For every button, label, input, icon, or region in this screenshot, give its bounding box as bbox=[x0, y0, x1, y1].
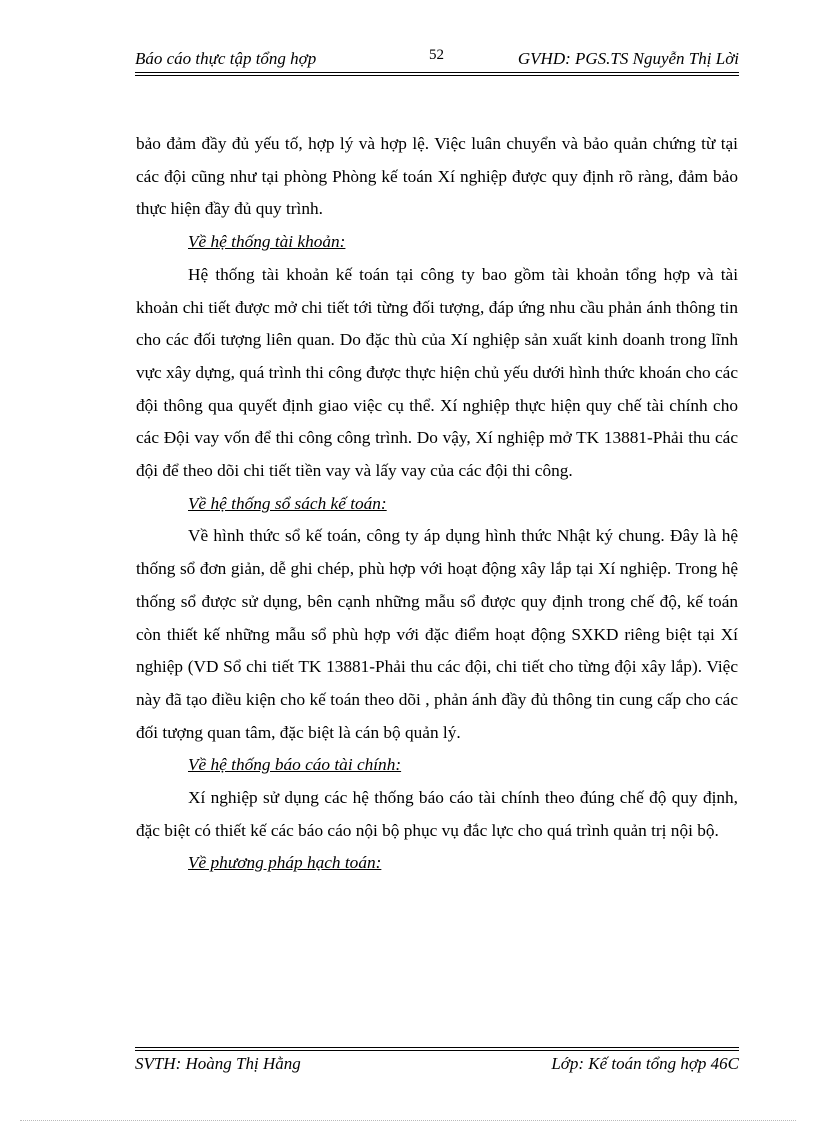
footer-rule bbox=[135, 1047, 739, 1051]
page-edge-divider bbox=[20, 1120, 796, 1121]
section-heading-books bbox=[136, 488, 738, 521]
footer-class: Lớp: Kế toán tổng hợp 46C bbox=[551, 1054, 739, 1073]
footer-student: SVTH: Hoàng Thị Hằng bbox=[135, 1054, 301, 1073]
paragraph-3: Về hình thức sổ kế toán, công ty áp dụng hình thức Nhật ký chung. Đây là hệ thống sổ đơn giản, dễ ghi chép, phù hợp với hoạt động xây lắp tại Xí nghiệp. Trong hệ thống sổ được sử dụng, bên cạnh những mẫu sổ được quy định trong chế độ, kế toán còn thiết kế những mẫu sổ phù hợp với đặc điểm hoạt động SXKD riêng biệt tại Xí nghiệp (VD Sổ chi tiết TK 13881-Phải thu các đội, chi tiết cho từng đội xây lắp). Việc này đã tạo điều kiện cho kế toán theo dõi , phản ánh đầy đủ thông tin cung cấp cho các đối tượng quan tâm, đặc biệt là cán bộ quản lý. bbox=[136, 526, 738, 742]
paragraph-1: bảo đảm đầy đủ yếu tố, hợp lý và hợp lệ. Việc luân chuyển và bảo quản chứng từ tại các đội cũng như tại phòng Phòng kế toán Xí nghiệp được quy định rõ ràng, đảm bảo thực hiện đầy đủ quy trình. bbox=[136, 134, 738, 219]
paragraph-4: Xí nghiệp sử dụng các hệ thống báo cáo tài chính theo đúng chế độ quy định, đặc biệt có thiết kế các báo cáo nội bộ phục vụ đắc lực cho quá trình quản trị nội bộ. bbox=[136, 788, 738, 840]
header-rule bbox=[135, 72, 739, 76]
section-heading-methods-text: Về phương pháp hạch toán: bbox=[188, 853, 382, 873]
section-heading-reports bbox=[136, 749, 738, 782]
section-heading-methods bbox=[136, 847, 738, 880]
section-heading-reports-text: Về hệ thống báo cáo tài chính: bbox=[188, 755, 402, 775]
section-heading-accounts-text: Về hệ thống tài khoản: bbox=[188, 232, 346, 252]
header-report-title: Báo cáo thực tập tổng hợp bbox=[135, 49, 317, 68]
page-number: 52 bbox=[429, 47, 444, 63]
page-header bbox=[135, 47, 739, 71]
header-supervisor: GVHD: PGS.TS Nguyễn Thị Lời bbox=[517, 49, 739, 68]
section-heading-accounts bbox=[136, 226, 738, 259]
page-body bbox=[136, 128, 738, 880]
paragraph-2: Hệ thống tài khoản kế toán tại công ty bao gồm tài khoản tổng hợp và tài khoản chi tiết được mở chi tiết tới từng đối tượng, đáp ứng nhu cầu phản ánh thông tin cho các đối tượng liên quan. Do đặc thù của Xí nghiệp sản xuất kinh doanh trong lĩnh vực xây dựng, quá trình thi công được thực hiện chủ yếu dưới hình thức khoán cho các đội thông qua quyết định giao việc cụ thể. Xí nghiệp thực hiện quy chế tài chính cho các Đội vay vốn để thi công công trình. Do vậy, Xí nghiệp mở TK 13881-Phải thu các đội để theo dõi chi tiết tiền vay và lấy vay của các đội thi công. bbox=[136, 264, 738, 481]
section-heading-books-text: Về hệ thống sổ sách kế toán: bbox=[188, 493, 387, 513]
